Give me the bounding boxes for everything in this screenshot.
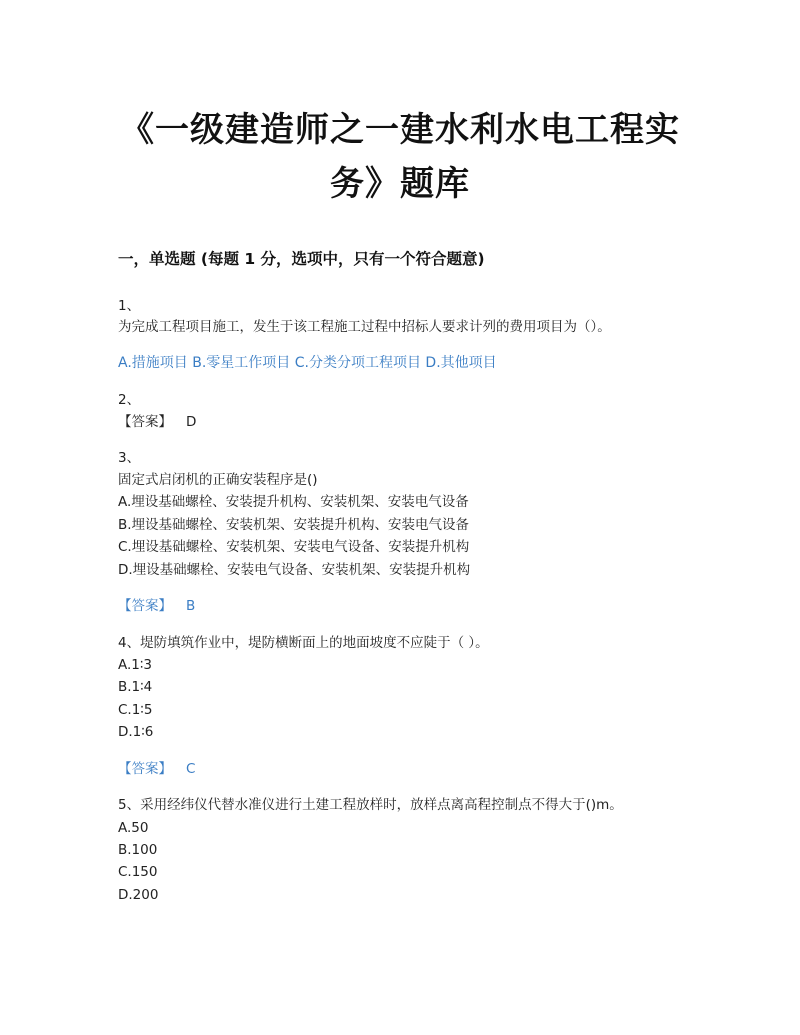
q2-answer-label: 【答案】 <box>118 414 172 430</box>
q3-option-b: B.埋设基础螺栓、安装机架、安装提升机构、安装电气设备 <box>118 517 470 533</box>
q3-number: 3、 <box>118 450 141 466</box>
document-title-line-1: 《一级建造师之一建水利水电工程实 <box>120 110 680 150</box>
q5-option-d: D.200 <box>118 887 159 903</box>
q2-answer-value: D <box>186 414 197 430</box>
q5-option-a: A.50 <box>118 820 149 836</box>
q4-option-b: B.1∶4 <box>118 679 153 695</box>
q5-option-b: B.100 <box>118 842 158 858</box>
section-heading: 一，单选题 (每题 1 分，选项中，只有一个符合题意) <box>118 250 485 268</box>
q4-stem: 4、堤防填筑作业中，堤防横断面上的地面坡度不应陡于（ ）。 <box>118 635 489 651</box>
q4-option-d: D.1∶6 <box>118 724 154 740</box>
q3-option-a: A.埋设基础螺栓、安装提升机构、安装机架、安装电气设备 <box>118 494 469 510</box>
q4-option-c: C.1∶5 <box>118 702 153 718</box>
q4-answer <box>118 760 195 778</box>
q3-stem: 固定式启闭机的正确安装程序是() <box>118 472 318 488</box>
q2-answer <box>118 413 196 431</box>
q3-option-d: D.埋设基础螺栓、安装电气设备、安装机架、安装提升机构 <box>118 562 471 578</box>
document-title-line-2: 务》题库 <box>330 164 470 204</box>
q1-number: 1、 <box>118 298 141 314</box>
q3-option-c: C.埋设基础螺栓、安装机架、安装电气设备、安装提升机构 <box>118 539 470 555</box>
q3-answer-label: 【答案】 <box>118 598 172 614</box>
q1-options: A.措施项目 B.零星工作项目 C.分类分项工程项目 D.其他项目 <box>118 355 497 371</box>
q3-answer-value: B <box>186 598 196 614</box>
q4-option-a: A.1∶3 <box>118 657 152 673</box>
q2-number: 2、 <box>118 392 141 408</box>
q3-answer <box>118 597 195 615</box>
q4-answer-label: 【答案】 <box>118 761 172 777</box>
q5-stem: 5、采用经纬仪代替水准仪进行土建工程放样时，放样点离高程控制点不得大于()m。 <box>118 797 623 813</box>
q1-stem: 为完成工程项目施工，发生于该工程施工过程中招标人要求计列的费用项目为（）。 <box>118 319 611 335</box>
q4-answer-value: C <box>186 761 196 777</box>
q5-option-c: C.150 <box>118 864 158 880</box>
